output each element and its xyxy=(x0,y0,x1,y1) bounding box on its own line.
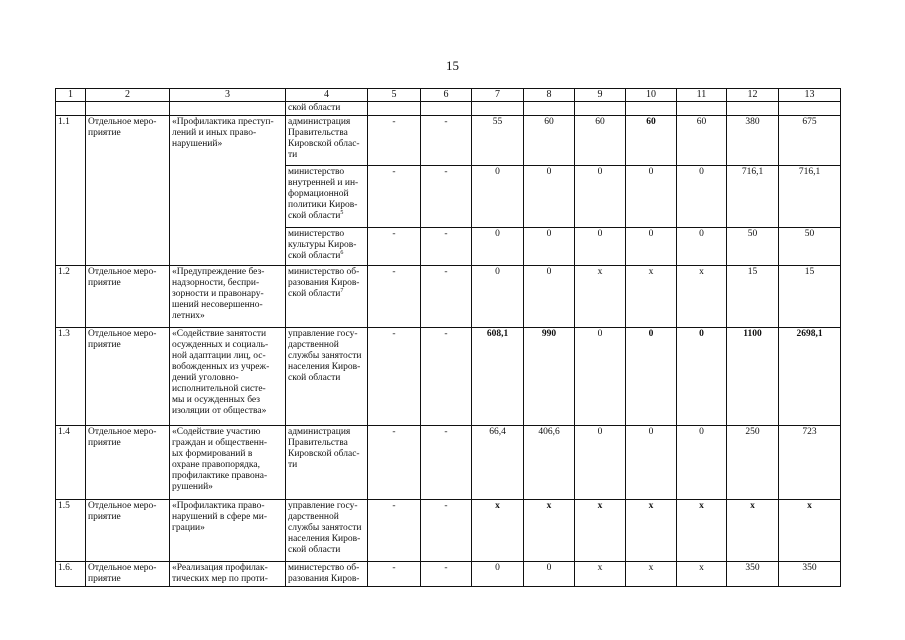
value-cell: - xyxy=(368,328,421,426)
row-id: 1.6. xyxy=(56,562,86,587)
value-cell: 0 xyxy=(575,328,626,426)
value-cell: 250 xyxy=(727,426,779,500)
value-cell: - xyxy=(421,328,472,426)
value-cell: 0 xyxy=(677,328,727,426)
row-type: Отдельное меро- приятие xyxy=(86,500,170,562)
value-cell: 0 xyxy=(524,166,575,228)
footnote-mark: 5 xyxy=(340,209,344,216)
col-header: 3 xyxy=(170,89,286,102)
value-cell: 60 xyxy=(524,116,575,166)
value-cell: - xyxy=(368,562,421,587)
col-header: 13 xyxy=(779,89,841,102)
executor-cell xyxy=(286,228,368,266)
table-row xyxy=(56,426,841,500)
value-cell: - xyxy=(368,426,421,500)
value-cell: 608,1 xyxy=(472,328,524,426)
footnote-mark: 6 xyxy=(340,249,344,256)
col-header: 2 xyxy=(86,89,170,102)
value-cell: 380 xyxy=(727,116,779,166)
value-cell: - xyxy=(421,266,472,328)
value-cell: - xyxy=(368,500,421,562)
executor-cell xyxy=(286,166,368,228)
value-cell: - xyxy=(368,116,421,166)
executor-cell: управление госу- дарственной службы занятости населения Киров- ской области xyxy=(286,500,368,562)
table-row-continuation xyxy=(56,102,841,116)
value-cell: 675 xyxy=(779,116,841,166)
col-header: 6 xyxy=(421,89,472,102)
value-cell: x xyxy=(575,562,626,587)
value-cell: 0 xyxy=(472,166,524,228)
value-cell: - xyxy=(421,500,472,562)
value-cell: - xyxy=(421,166,472,228)
row-type: Отдельное меро- приятие xyxy=(86,426,170,500)
footnote-mark: 7 xyxy=(340,287,344,294)
executor-cell: администрация Правительства Кировской облас- ти xyxy=(286,116,368,166)
row-id: 1.2 xyxy=(56,266,86,328)
value-cell: - xyxy=(368,166,421,228)
row-name: «Профилактика преступ- лений и иных право- нарушений» xyxy=(170,116,286,266)
value-cell: 350 xyxy=(727,562,779,587)
executor-cell: управление госу- дарственной службы занятости населения Киров- ской области xyxy=(286,328,368,426)
value-cell: 0 xyxy=(626,228,677,266)
value-cell: - xyxy=(421,426,472,500)
value-cell: 0 xyxy=(472,266,524,328)
page-number: 15 xyxy=(446,58,459,73)
executor-text: министерство об- разования Киров- ской области xyxy=(288,267,360,299)
col-header: 4 xyxy=(286,89,368,102)
value-cell: x xyxy=(575,266,626,328)
value-cell: 60 xyxy=(626,116,677,166)
value-cell: 0 xyxy=(575,166,626,228)
row-type: Отдельное меро- приятие xyxy=(86,328,170,426)
value-cell: x xyxy=(626,266,677,328)
value-cell: 0 xyxy=(677,166,727,228)
table-row xyxy=(56,562,841,587)
value-cell: 60 xyxy=(575,116,626,166)
row-id: 1.3 xyxy=(56,328,86,426)
table-header-row xyxy=(56,89,841,102)
value-cell: 0 xyxy=(626,426,677,500)
table-row xyxy=(56,328,841,426)
value-cell: 55 xyxy=(472,116,524,166)
row-name: «Реализация профилак- тических мер по проти- xyxy=(170,562,286,587)
program-table xyxy=(55,88,841,587)
value-cell: - xyxy=(421,562,472,587)
value-cell: 0 xyxy=(575,228,626,266)
value-cell: x xyxy=(727,500,779,562)
col-header: 5 xyxy=(368,89,421,102)
value-cell: 15 xyxy=(727,266,779,328)
value-cell: 990 xyxy=(524,328,575,426)
executor-cell: администрация Правительства Кировской облас- ти xyxy=(286,426,368,500)
value-cell: 0 xyxy=(677,228,727,266)
row-name: «Предупреждение без- надзорности, беспри- зорности и правонару- шений несовершенно- летних» xyxy=(170,266,286,328)
table-row xyxy=(56,500,841,562)
value-cell: x xyxy=(626,562,677,587)
value-cell: 0 xyxy=(472,562,524,587)
value-cell: x xyxy=(472,500,524,562)
value-cell: 0 xyxy=(575,426,626,500)
value-cell: x xyxy=(575,500,626,562)
col-header: 7 xyxy=(472,89,524,102)
row-name: «Содействие участию граждан и общественн- ых формирований в охране правопорядка, профилактике правона- рушений» xyxy=(170,426,286,500)
row-type: Отдельное меро- приятие xyxy=(86,266,170,328)
col-header: 10 xyxy=(626,89,677,102)
value-cell: 0 xyxy=(626,166,677,228)
value-cell: 350 xyxy=(779,562,841,587)
table-row xyxy=(56,116,841,166)
col-header: 1 xyxy=(56,89,86,102)
value-cell: 15 xyxy=(779,266,841,328)
executor-text: министерство внутренней и ин- формационной политики Киров- ской области xyxy=(288,167,359,221)
value-cell: 716,1 xyxy=(779,166,841,228)
value-cell: x xyxy=(677,266,727,328)
row-type: Отдельное меро- приятие xyxy=(86,116,170,266)
value-cell: x xyxy=(677,500,727,562)
value-cell: x xyxy=(677,562,727,587)
col-header: 11 xyxy=(677,89,727,102)
table-row xyxy=(56,266,841,328)
value-cell: 0 xyxy=(524,266,575,328)
value-cell: 0 xyxy=(524,228,575,266)
value-cell: x xyxy=(524,500,575,562)
value-cell: 50 xyxy=(779,228,841,266)
col-header: 9 xyxy=(575,89,626,102)
row-id: 1.1 xyxy=(56,116,86,266)
executor-text: министерство культуры Киров- ской области xyxy=(288,229,357,261)
row-name: «Содействие занятости осужденных и социаль- ной адаптации лиц, ос- вобожденных из учреж- дений уголовно- исполнительной систе- мы и осужденных без изоляции от общества» xyxy=(170,328,286,426)
value-cell: 50 xyxy=(727,228,779,266)
value-cell: 723 xyxy=(779,426,841,500)
col-header: 8 xyxy=(524,89,575,102)
value-cell: 60 xyxy=(677,116,727,166)
value-cell: 66,4 xyxy=(472,426,524,500)
executor-cell: министерство об- разования Киров- xyxy=(286,562,368,587)
value-cell: 406,6 xyxy=(524,426,575,500)
value-cell: - xyxy=(368,228,421,266)
value-cell: 0 xyxy=(677,426,727,500)
value-cell: 2698,1 xyxy=(779,328,841,426)
value-cell: 0 xyxy=(626,328,677,426)
row-type: Отдельное меро- приятие xyxy=(86,562,170,587)
col-header: 12 xyxy=(727,89,779,102)
value-cell: - xyxy=(421,228,472,266)
executor-cell: ской области xyxy=(286,102,368,116)
value-cell: - xyxy=(368,266,421,328)
row-id: 1.4 xyxy=(56,426,86,500)
value-cell: x xyxy=(626,500,677,562)
value-cell: 0 xyxy=(472,228,524,266)
row-name: «Профилактика право- нарушений в сфере ми- грации» xyxy=(170,500,286,562)
value-cell: x xyxy=(779,500,841,562)
executor-cell xyxy=(286,266,368,328)
value-cell: 1100 xyxy=(727,328,779,426)
row-id: 1.5 xyxy=(56,500,86,562)
value-cell: 716,1 xyxy=(727,166,779,228)
value-cell: - xyxy=(421,116,472,166)
value-cell: 0 xyxy=(524,562,575,587)
